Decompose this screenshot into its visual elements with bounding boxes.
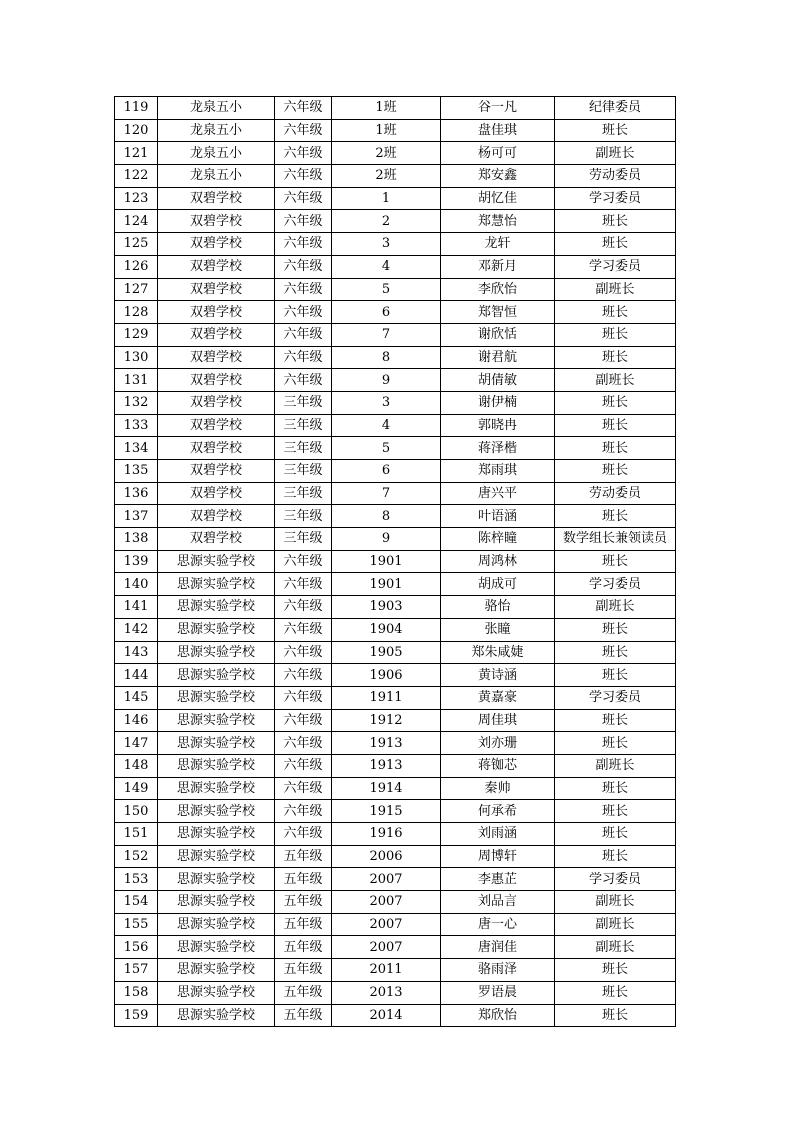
role-cell: 班长 [555,391,676,414]
row-number-cell: 145 [115,686,158,709]
class-cell: 9 [332,369,441,392]
school-cell: 思源实验学校 [158,823,275,846]
role-cell: 班长 [555,981,676,1004]
grade-cell: 六年级 [275,187,332,210]
grade-cell: 六年级 [275,754,332,777]
row-number-cell: 139 [115,550,158,573]
school-cell: 思源实验学校 [158,777,275,800]
role-cell: 副班长 [555,369,676,392]
role-cell: 副班长 [555,142,676,165]
school-cell: 思源实验学校 [158,959,275,982]
school-cell: 龙泉五小 [158,165,275,188]
grade-cell: 六年级 [275,278,332,301]
class-cell: 3 [332,233,441,256]
grade-cell: 六年级 [275,664,332,687]
school-cell: 双碧学校 [158,323,275,346]
school-cell: 思源实验学校 [158,913,275,936]
grade-cell: 五年级 [275,891,332,914]
table-row [115,981,676,1004]
table-row [115,278,676,301]
class-cell: 2006 [332,845,441,868]
student-name-cell: 谢君航 [441,346,555,369]
school-cell: 双碧学校 [158,460,275,483]
grade-cell: 三年级 [275,505,332,528]
roster-body [115,97,676,1027]
student-name-cell: 骆怡 [441,596,555,619]
table-row [115,664,676,687]
role-cell: 纪律委员 [555,97,676,120]
role-cell: 学习委员 [555,868,676,891]
role-cell: 学习委员 [555,686,676,709]
role-cell: 班长 [555,550,676,573]
row-number-cell: 121 [115,142,158,165]
role-cell: 班长 [555,346,676,369]
role-cell: 副班长 [555,913,676,936]
class-cell: 6 [332,301,441,324]
row-number-cell: 123 [115,187,158,210]
row-number-cell: 158 [115,981,158,1004]
row-number-cell: 132 [115,391,158,414]
class-cell: 1904 [332,618,441,641]
row-number-cell: 144 [115,664,158,687]
class-cell: 1911 [332,686,441,709]
student-name-cell: 唐一心 [441,913,555,936]
row-number-cell: 124 [115,210,158,233]
role-cell: 副班长 [555,278,676,301]
class-cell: 2014 [332,1004,441,1027]
table-row [115,709,676,732]
table-row [115,573,676,596]
table-row [115,255,676,278]
row-number-cell: 159 [115,1004,158,1027]
role-cell: 班长 [555,1004,676,1027]
row-number-cell: 128 [115,301,158,324]
row-number-cell: 141 [115,596,158,619]
class-cell: 8 [332,346,441,369]
grade-cell: 五年级 [275,913,332,936]
role-cell: 班长 [555,460,676,483]
class-cell: 2013 [332,981,441,1004]
school-cell: 双碧学校 [158,391,275,414]
class-cell: 1913 [332,754,441,777]
table-row [115,187,676,210]
class-cell: 6 [332,460,441,483]
role-cell: 班长 [555,845,676,868]
role-cell: 劳动委员 [555,482,676,505]
role-cell: 副班长 [555,596,676,619]
grade-cell: 六年级 [275,550,332,573]
row-number-cell: 155 [115,913,158,936]
student-name-cell: 李欣怡 [441,278,555,301]
role-cell: 副班长 [555,754,676,777]
school-cell: 双碧学校 [158,233,275,256]
role-cell: 班长 [555,323,676,346]
school-cell: 思源实验学校 [158,573,275,596]
grade-cell: 六年级 [275,641,332,664]
class-cell: 2011 [332,959,441,982]
student-name-cell: 蒋泽楷 [441,437,555,460]
grade-cell: 五年级 [275,868,332,891]
role-cell: 学习委员 [555,187,676,210]
table-row [115,868,676,891]
grade-cell: 六年级 [275,618,332,641]
class-cell: 1915 [332,800,441,823]
school-cell: 双碧学校 [158,255,275,278]
grade-cell: 六年级 [275,119,332,142]
row-number-cell: 147 [115,732,158,755]
grade-cell: 六年级 [275,233,332,256]
school-cell: 双碧学校 [158,346,275,369]
row-number-cell: 126 [115,255,158,278]
class-cell: 3 [332,391,441,414]
class-cell: 9 [332,528,441,551]
role-cell: 班长 [555,641,676,664]
grade-cell: 三年级 [275,528,332,551]
school-cell: 思源实验学校 [158,686,275,709]
role-cell: 副班长 [555,936,676,959]
grade-cell: 五年级 [275,845,332,868]
row-number-cell: 120 [115,119,158,142]
table-row [115,323,676,346]
student-name-cell: 唐润佳 [441,936,555,959]
row-number-cell: 152 [115,845,158,868]
row-number-cell: 146 [115,709,158,732]
student-roster-table [114,96,676,1027]
class-cell: 4 [332,414,441,437]
school-cell: 思源实验学校 [158,732,275,755]
class-cell: 8 [332,505,441,528]
row-number-cell: 134 [115,437,158,460]
student-name-cell: 郑安鑫 [441,165,555,188]
role-cell: 劳动委员 [555,165,676,188]
row-number-cell: 151 [115,823,158,846]
class-cell: 1班 [332,119,441,142]
row-number-cell: 156 [115,936,158,959]
row-number-cell: 150 [115,800,158,823]
grade-cell: 六年级 [275,686,332,709]
school-cell: 思源实验学校 [158,845,275,868]
school-cell: 龙泉五小 [158,119,275,142]
class-cell: 2 [332,210,441,233]
student-name-cell: 谷一凡 [441,97,555,120]
row-number-cell: 140 [115,573,158,596]
row-number-cell: 129 [115,323,158,346]
grade-cell: 五年级 [275,1004,332,1027]
table-row [115,936,676,959]
row-number-cell: 133 [115,414,158,437]
role-cell: 班长 [555,119,676,142]
row-number-cell: 136 [115,482,158,505]
table-row [115,618,676,641]
class-cell: 2007 [332,913,441,936]
table-row [115,97,676,120]
grade-cell: 三年级 [275,437,332,460]
student-name-cell: 唐兴平 [441,482,555,505]
table-row [115,369,676,392]
table-row [115,210,676,233]
class-cell: 1914 [332,777,441,800]
table-row [115,505,676,528]
role-cell: 学习委员 [555,573,676,596]
grade-cell: 三年级 [275,391,332,414]
school-cell: 双碧学校 [158,414,275,437]
class-cell: 5 [332,278,441,301]
school-cell: 双碧学校 [158,528,275,551]
student-name-cell: 谢欣恬 [441,323,555,346]
student-name-cell: 杨可可 [441,142,555,165]
table-row [115,891,676,914]
role-cell: 数学组长兼领读员 [555,528,676,551]
school-cell: 思源实验学校 [158,891,275,914]
row-number-cell: 137 [115,505,158,528]
school-cell: 思源实验学校 [158,618,275,641]
row-number-cell: 122 [115,165,158,188]
student-name-cell: 叶语涵 [441,505,555,528]
school-cell: 思源实验学校 [158,550,275,573]
role-cell: 班长 [555,800,676,823]
grade-cell: 六年级 [275,142,332,165]
row-number-cell: 138 [115,528,158,551]
role-cell: 学习委员 [555,255,676,278]
row-number-cell: 127 [115,278,158,301]
class-cell: 1913 [332,732,441,755]
table-row [115,528,676,551]
table-row [115,777,676,800]
table-row [115,596,676,619]
role-cell: 班长 [555,664,676,687]
student-name-cell: 黄嘉豪 [441,686,555,709]
school-cell: 双碧学校 [158,437,275,460]
table-row [115,391,676,414]
student-name-cell: 龙轩 [441,233,555,256]
row-number-cell: 157 [115,959,158,982]
table-row [115,165,676,188]
grade-cell: 六年级 [275,823,332,846]
student-name-cell: 周博轩 [441,845,555,868]
student-name-cell: 陈梓瞳 [441,528,555,551]
student-name-cell: 李惠芷 [441,868,555,891]
role-cell: 班长 [555,414,676,437]
row-number-cell: 131 [115,369,158,392]
grade-cell: 六年级 [275,596,332,619]
table-row [115,414,676,437]
student-name-cell: 黄诗涵 [441,664,555,687]
table-row [115,346,676,369]
role-cell: 班长 [555,437,676,460]
row-number-cell: 148 [115,754,158,777]
role-cell: 班长 [555,618,676,641]
school-cell: 思源实验学校 [158,981,275,1004]
school-cell: 思源实验学校 [158,1004,275,1027]
school-cell: 双碧学校 [158,278,275,301]
grade-cell: 五年级 [275,959,332,982]
grade-cell: 六年级 [275,800,332,823]
grade-cell: 六年级 [275,732,332,755]
role-cell: 班长 [555,301,676,324]
student-name-cell: 谢伊楠 [441,391,555,414]
table-row [115,482,676,505]
class-cell: 2班 [332,142,441,165]
grade-cell: 三年级 [275,460,332,483]
school-cell: 龙泉五小 [158,97,275,120]
table-row [115,913,676,936]
school-cell: 双碧学校 [158,369,275,392]
grade-cell: 三年级 [275,482,332,505]
school-cell: 思源实验学校 [158,664,275,687]
class-cell: 1 [332,187,441,210]
student-name-cell: 刘品言 [441,891,555,914]
student-name-cell: 郑慧怡 [441,210,555,233]
table-row [115,142,676,165]
grade-cell: 三年级 [275,414,332,437]
school-cell: 双碧学校 [158,187,275,210]
grade-cell: 六年级 [275,709,332,732]
class-cell: 1916 [332,823,441,846]
row-number-cell: 142 [115,618,158,641]
class-cell: 7 [332,482,441,505]
grade-cell: 六年级 [275,573,332,596]
table-row [115,119,676,142]
class-cell: 2班 [332,165,441,188]
role-cell: 班长 [555,233,676,256]
class-cell: 4 [332,255,441,278]
role-cell: 班长 [555,777,676,800]
table-row [115,686,676,709]
school-cell: 双碧学校 [158,210,275,233]
student-name-cell: 郑智恒 [441,301,555,324]
role-cell: 班长 [555,732,676,755]
student-name-cell: 张瞳 [441,618,555,641]
school-cell: 思源实验学校 [158,754,275,777]
class-cell: 1906 [332,664,441,687]
grade-cell: 六年级 [275,165,332,188]
student-name-cell: 罗语晨 [441,981,555,1004]
school-cell: 双碧学校 [158,301,275,324]
row-number-cell: 125 [115,233,158,256]
student-name-cell: 何承希 [441,800,555,823]
grade-cell: 六年级 [275,777,332,800]
table-row [115,233,676,256]
student-name-cell: 胡忆佳 [441,187,555,210]
table-row [115,1004,676,1027]
school-cell: 思源实验学校 [158,800,275,823]
student-name-cell: 郭晓冉 [441,414,555,437]
table-row [115,800,676,823]
grade-cell: 六年级 [275,346,332,369]
table-row [115,301,676,324]
student-name-cell: 周鸿林 [441,550,555,573]
school-cell: 思源实验学校 [158,596,275,619]
table-row [115,959,676,982]
class-cell: 1905 [332,641,441,664]
table-row [115,550,676,573]
role-cell: 副班长 [555,891,676,914]
grade-cell: 六年级 [275,301,332,324]
class-cell: 2007 [332,936,441,959]
table-row [115,460,676,483]
school-cell: 思源实验学校 [158,936,275,959]
student-name-cell: 刘亦珊 [441,732,555,755]
row-number-cell: 130 [115,346,158,369]
table-row [115,845,676,868]
row-number-cell: 119 [115,97,158,120]
student-name-cell: 蒋铷芯 [441,754,555,777]
school-cell: 思源实验学校 [158,641,275,664]
table-row [115,823,676,846]
class-cell: 1901 [332,573,441,596]
student-name-cell: 郑雨琪 [441,460,555,483]
role-cell: 班长 [555,709,676,732]
grade-cell: 六年级 [275,323,332,346]
class-cell: 1901 [332,550,441,573]
grade-cell: 六年级 [275,255,332,278]
table-row [115,754,676,777]
role-cell: 班长 [555,210,676,233]
table-row [115,641,676,664]
class-cell: 2007 [332,891,441,914]
student-name-cell: 胡倩敏 [441,369,555,392]
school-cell: 龙泉五小 [158,142,275,165]
student-name-cell: 骆雨泽 [441,959,555,982]
class-cell: 5 [332,437,441,460]
student-name-cell: 胡成可 [441,573,555,596]
row-number-cell: 135 [115,460,158,483]
table-row [115,437,676,460]
class-cell: 7 [332,323,441,346]
student-name-cell: 郑朱咸婕 [441,641,555,664]
grade-cell: 六年级 [275,210,332,233]
row-number-cell: 154 [115,891,158,914]
row-number-cell: 149 [115,777,158,800]
school-cell: 双碧学校 [158,505,275,528]
class-cell: 1903 [332,596,441,619]
role-cell: 班长 [555,959,676,982]
role-cell: 班长 [555,823,676,846]
school-cell: 思源实验学校 [158,709,275,732]
student-name-cell: 郑欣怡 [441,1004,555,1027]
student-name-cell: 周佳琪 [441,709,555,732]
grade-cell: 五年级 [275,981,332,1004]
school-cell: 思源实验学校 [158,868,275,891]
grade-cell: 六年级 [275,97,332,120]
student-name-cell: 邓新月 [441,255,555,278]
student-name-cell: 秦帅 [441,777,555,800]
student-name-cell: 刘雨涵 [441,823,555,846]
class-cell: 1912 [332,709,441,732]
grade-cell: 五年级 [275,936,332,959]
row-number-cell: 153 [115,868,158,891]
school-cell: 双碧学校 [158,482,275,505]
table-row [115,732,676,755]
class-cell: 2007 [332,868,441,891]
grade-cell: 六年级 [275,369,332,392]
row-number-cell: 143 [115,641,158,664]
class-cell: 1班 [332,97,441,120]
role-cell: 班长 [555,505,676,528]
student-name-cell: 盘佳琪 [441,119,555,142]
